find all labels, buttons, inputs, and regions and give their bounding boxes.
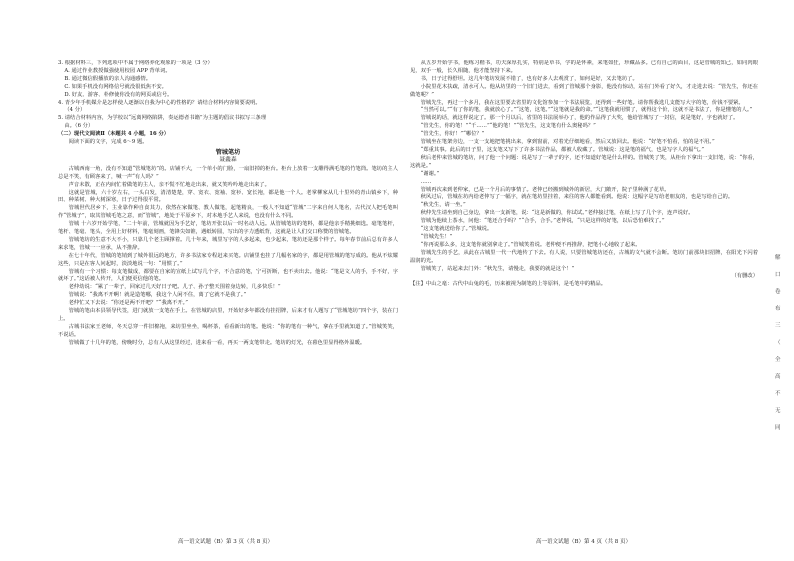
question-line: C. 如果手机没有网络信号就没很低焦不安。: [64, 83, 167, 90]
article-paragraph: “谢谢。”: [420, 170, 440, 177]
article-paragraph: 古城书法家王老师，冬天总穿一件旧棉袍，来坊里坐坐，喝杯茶，看看新出的笔。他说：“你的笔有一种气，拿在手里就知道了。”管城笑笑，不说话。: [58, 323, 398, 338]
article-paragraph: 管城笑了，站起来去门外：“秋先生，请慢走，我要的就是这个！”: [420, 265, 575, 272]
article-paragraph: 在七十年代，管城的笔销到了城外很远的地方，许多书法家专程赶来买笔。店铺里也挂了几幅名家的字，都是用管城的笔写成的。他从不炫耀这些，只是在客人问起时，淡淡地说一句：“用惯了。”: [58, 252, 398, 267]
article-paragraph: 老仲幼说：“累了一辈子，回家过几天好日子吧。儿子、孙子整天围着身边转，几多快乐！”: [68, 284, 281, 291]
article-paragraph: 管城再次来到老仲家，已是一个月后的事情了。老仲已经搬到城外的新居，大门敞开，院子里种满了花草。: [420, 186, 670, 193]
article-body-left: [58, 166, 398, 348]
article-paragraph: “管先生，你的笔！”“千……”“他的笔！”“管先生，这支笔有什么奥秘吗？”: [420, 123, 596, 130]
question-line: （二）现代文阅读Ⅱ（本题共 4 小题，16 分）: [58, 131, 170, 138]
article-paragraph: 管城笔坊的生意不大不小，只靠几个老主顾撑着。几十年来，城里写字的人多起来，也少起来，笔坊还是那个样子。每年春节前后总有许多人来求笔，管城一一应承，从不推辞。: [58, 236, 398, 251]
article-paragraph: “管城先生！”: [420, 233, 453, 240]
margin-char: 口: [775, 272, 781, 278]
article-paragraph: 书，日子过得舒坦。这几年笔坊发展不错了，也有好多人去观赏了，如何是好，又去笔坊了。: [420, 75, 638, 82]
margin-char: 三: [775, 323, 781, 329]
question-list: [58, 60, 398, 147]
margin-char: 不: [775, 391, 781, 397]
margin-char: 高: [775, 374, 781, 380]
margin-char: 解: [775, 255, 781, 261]
margin-char: 全: [775, 357, 781, 363]
margin-char: 同: [775, 425, 781, 431]
article-paragraph: 管城先生，再过一个多月，我在这里要去省里的文化馆参加一个书法展览，还得到一些好笔。请你帮我选几支能写大字的笔，价钱不要紧。: [420, 99, 744, 106]
question-line: （4 分）: [64, 107, 86, 114]
article-paragraph: “管先生，你好！”“哪位？”: [420, 131, 485, 138]
article-paragraph: 管城先生的手艺，从此在古城里一代一代地传了下去。有人说，只要管城笔坊还在，古城的文气就不会断。笔坊门前那块旧招牌，在阳光下闪着温润的光。: [410, 249, 758, 264]
margin-char: 卷: [775, 289, 781, 295]
article-paragraph: 管城做了十几年的笔，傍晚时分，总有人从这里经过，进来看一看，再买一两支笔带走。笔坊的灯光，在暮色里显得格外温暖。: [68, 339, 366, 346]
question-line: A. 通过作业教授做强使用校园 APP 背单词。: [64, 67, 171, 74]
article-paragraph: 管城坐在笔架旁边，一支一支地把笔挑出来，拿到窗前，对着光仔细地看，然后又放回去。他说：“好笔不怕看，怕的是不用。”: [420, 139, 715, 146]
article-body-right: [410, 60, 758, 273]
page-footer-left: 高一语文试题（B）第 3 页（共 8 页）: [178, 539, 274, 545]
article-paragraph: 秋风过后，管城在坊内给老仲写了一幅字，就在笔坊里挂着，来往的客人都能看到。他说：这幅字是写给老朋友的，也是写给自己的。: [420, 194, 734, 201]
right-page: [410, 60, 758, 510]
article-paragraph: 秋仲先生请坐到自己身边，拿出一支新笔，说：“这是新做的，你试试。”老仲接过笔，在纸上写了几个字，连声说好。: [420, 210, 694, 217]
page-footer-right: 高一语文试题（B）第 4 页（共 8 页）: [536, 539, 632, 545]
margin-char: 无: [775, 408, 781, 414]
article-paragraph: 管城的笔由本县领导代签，进门就放一支笔在手上。在管城的店里，开始好多年都没有挂招牌，后来才有人题写了“管城笔坊”四个字，装在门上。: [58, 308, 398, 322]
article-paragraph: ……: [420, 178, 432, 185]
margin-char: （: [775, 340, 781, 346]
article-paragraph: 从五岁开始学书，他练习楷书，功夫深厚扎实，特别是草书，学的是怀素，来笔如狂，珍藏品多。已有自己的面目，这是管城的知己，如同肉眼见，双手一般，长久相随，他才能坚持下来。: [410, 60, 758, 74]
article-paragraph: 老仲忙又下去说：“你还是两不开吧？”“我离不开。”: [68, 300, 189, 307]
question-line: 阅读下面的文字，完成 6～9 题。: [68, 139, 148, 146]
article-title: 管城笔坊: [215, 148, 241, 156]
question-line: D. 好友、游客、朴修使你没有的网页或信号。: [64, 91, 173, 98]
question-line: 由。（6 分）: [64, 123, 94, 130]
question-line: B. 通过微信假播放的亲人沟通感情。: [64, 75, 152, 82]
footnote: 【注】中山之毫：古代中山兔的毛，历来被视为制笔的上等原料，是毛笔中的精品。: [410, 281, 606, 288]
article-paragraph: “秋先生，请一坐。”: [420, 202, 466, 209]
article-paragraph: 秋后老仲来管城的笔坊，问了他一个问题：说是写了一辈子的字，还不知道好笔是什么样的。管城笑了笑，从柜台下拿出一支旧笔，说：“你看，这就是。”: [410, 154, 758, 169]
margin-char: 布: [775, 306, 781, 312]
article-paragraph: 古城西南一角，没有不知道“管城笔坊”的。店铺不大，一个单小的门脸，一扇旧掉的柜台。柜台上放着一支雕得满毛笔的竹笔筒。笔坊的主人总是不笑，有顾客来了，喊一声“有人吗？”: [58, 165, 398, 180]
article-paragraph: “郑重其事。此后的日子里，这支笔又写下了许多书法作品，都被人收藏了。管城说：这是笔的福气，也是写字人的福气。”: [420, 146, 705, 153]
left-page: [58, 60, 398, 510]
article-paragraph: “当然可以。”“有了你的笔，我就放心了。”“这笔，这笔。”“这笔就是我的命。”“这笔我就用惯了，就得这个价，这就不是书法了，你是懂笔的人。”: [420, 107, 753, 114]
article-paragraph: 管城有一个习惯：每支笔做成，都要在自家的宣纸上试写几个字，不合意的笔，宁可折断，也不卖出去。他说：“笔是文人的手，手不好，字就坏了。”这话被人传开，人们便更信他的笔。: [58, 268, 398, 283]
question-line: 4. 青少年手机媒介是怎样使人逐渐以自我为中心的性格的？请结合材料内容简要说明。: [58, 99, 261, 106]
article-paragraph: 管城世代居乡下，主业靠作种自食其力，依然在家做笔、教人做笔，起笔精良，一般人不知道“管城”二字来自何人笔名，古代汉人把毛笔叫作“管城子”，取其管城毛笔之意，而“管城”，地处于平原乡下，对本地手艺人来说，也没有什么不同。: [58, 205, 398, 220]
source-note: （有删改）: [731, 273, 758, 280]
article-paragraph: 管城说的话，就这样说定了。那一个月以后，省里的书法展举办了，他的作品得了大奖，他给管城写了一封信，说是笔好，字也就好了。: [420, 115, 739, 122]
article-paragraph: 管城为他续上茶水，问他：“笔还合手吗？”“合手，合手。”老仲说，“只是这样的好笔，以后恐怕难找了。”: [420, 218, 665, 225]
margin-text-strip: [775, 250, 794, 460]
question-line: 3. 根据材料三，下列选项中不属于网络养化观象的一项是（3 分）: [58, 60, 213, 66]
question-line: 5. 请结合材料内容，为学校以“远离网络陷阱，奏运德者书籍”为主题的倡议书拟写三条理: [58, 115, 267, 122]
article-paragraph: 声音未散，正在内间忙着做笔的主人，亲不慌不忙地走出来，就又笑吟吟地走出来了。: [68, 181, 270, 188]
article-author: 聂鑫森: [219, 156, 237, 163]
article-paragraph: “你再说那么多，这支笔你就别拿走了。”管城笑着说。老仲便不再推辞，把笔小心地收了起来。: [420, 241, 641, 248]
article-paragraph: 小院里花木扶疏，清水可人。他从坊里的一个旧门进去，看到了管城那个身影，他没有惊动，站在门外看了好久，才走进去说：“管先生，你还在做笔呢？”: [410, 83, 758, 98]
article-paragraph: 这就是管城，六十岁左右，一头白发，清清楚楚，穿、宽衣、宽袖、宽衫、宽长袍，都是他一个人。老掌柳家从几十里外的青山镇乡下，种田、种菜树、种大树深寒，日子过得很平常。: [58, 189, 398, 204]
article-paragraph: “这支笔就送给你了。”管城说。: [420, 226, 493, 233]
article-paragraph: 管城说：“我离不开啊！就是造笔哪，我这个人闲不住，离了它就不是我了。”: [68, 292, 247, 299]
article-paragraph: 管城 十六岁开始学笔，“二十年前，管城就因为手艺好，笔坊开张以后一时名动人远。从管城笔坊的笔料，都是他亲手精挑细选。毫笔笔杆，笔杆、笔毫、笔头，全用上好材料，笔毫刻画，笔锋尖如锥，遇纸转圆，写出的字力透纸背，这就是让人们交口称赞的管城笔。: [58, 221, 398, 236]
